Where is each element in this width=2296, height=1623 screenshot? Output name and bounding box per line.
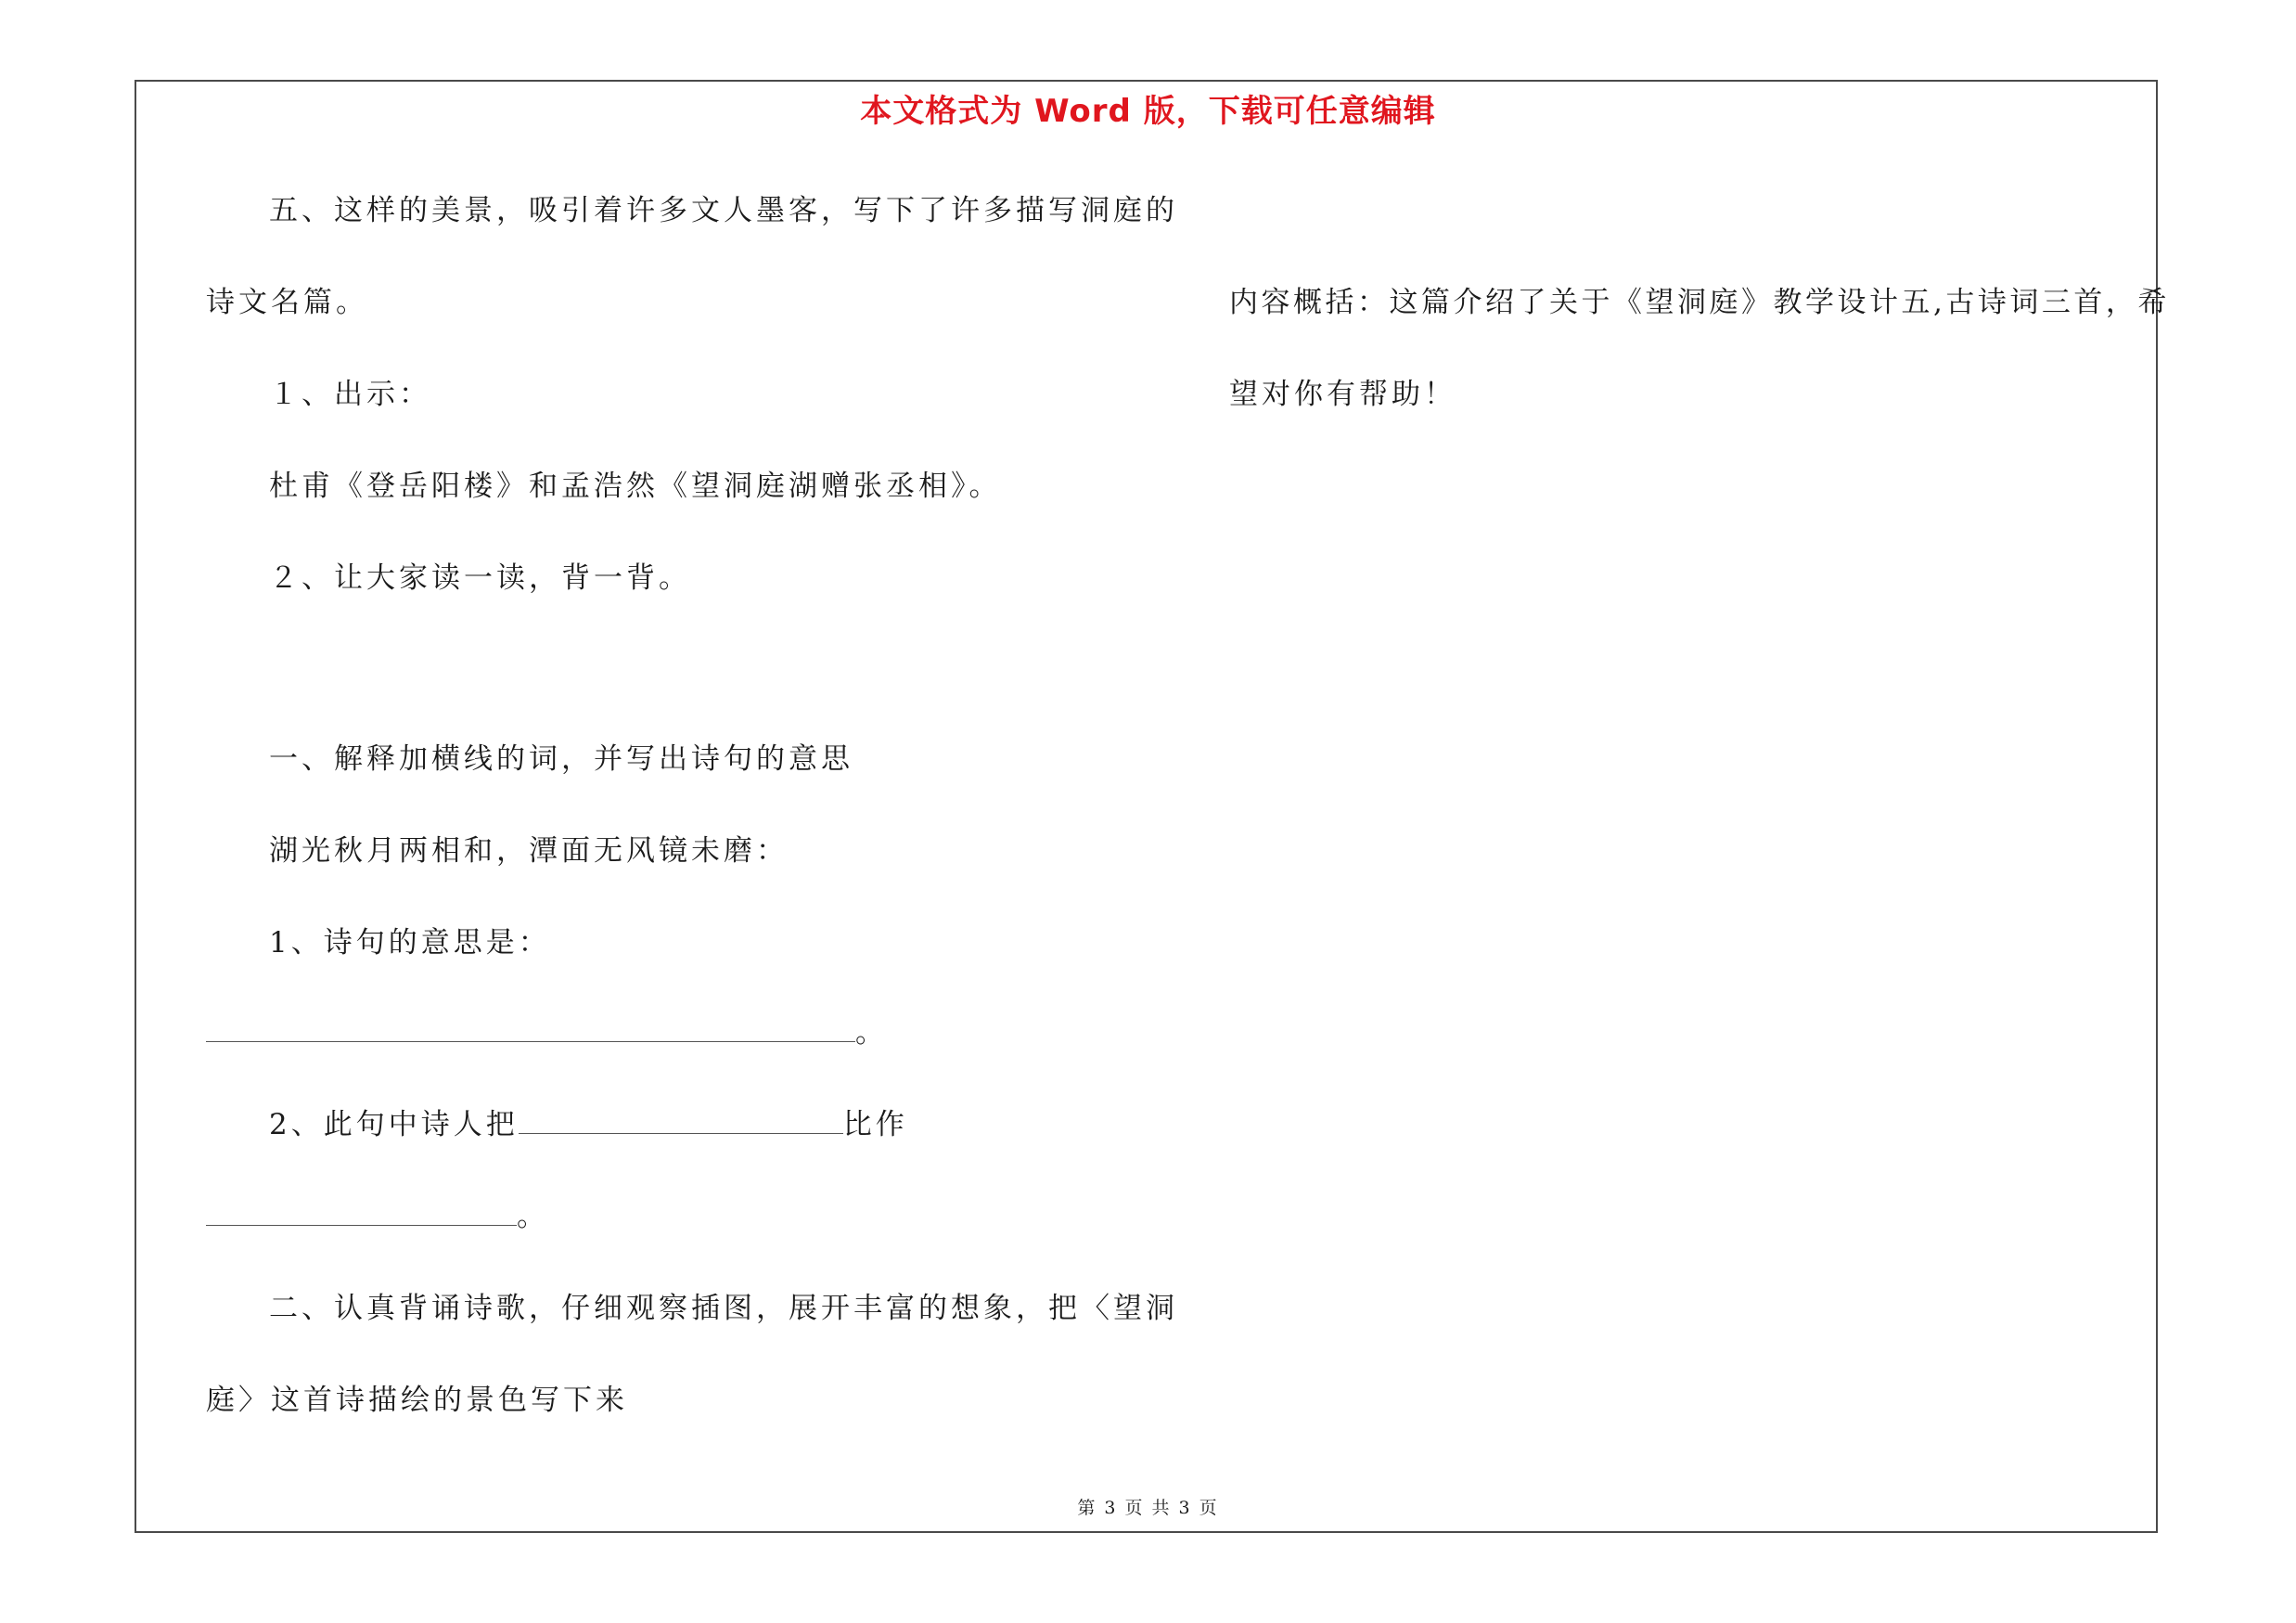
read-recite: ２、让大家读一读，背一背。: [269, 561, 691, 595]
question-1-item-1: 1、诗句的意思是：: [269, 926, 551, 960]
format-banner: 本文格式为 Word 版，下载可任意编辑: [860, 93, 1436, 130]
fill-blank[interactable]: [206, 1017, 855, 1042]
item-2-mid: 比作: [842, 1108, 908, 1141]
item-2-prefix: 2、此句中诗人把: [269, 1108, 519, 1141]
paragraph-5-line-2: 诗文名篇。: [206, 286, 368, 319]
end-mark: 。: [517, 1200, 549, 1233]
answer-line-1: [206, 1014, 888, 1051]
question-1-title: 一、解释加横线的词，并写出诗句的意思: [269, 742, 853, 776]
answer-line-2: [206, 1198, 549, 1235]
paragraph-5-line-1: 五、这样的美景，吸引着许多文人墨客，写下了许多描写洞庭的: [269, 194, 1178, 227]
end-mark: 。: [855, 1016, 888, 1050]
question-2-line-2: 庭〉这首诗描绘的景色写下来: [206, 1384, 628, 1417]
summary-line-2: 望对你有帮助！: [1229, 378, 1456, 411]
poem-titles: 杜甫《登岳阳楼》和孟浩然《望洞庭湖赠张丞相》。: [269, 470, 1002, 503]
show-item: １、出示：: [269, 378, 431, 411]
question-2-line-1: 二、认真背诵诗歌，仔细观察插图，展开丰富的想象，把〈望洞: [269, 1292, 1178, 1325]
fill-blank[interactable]: [206, 1201, 517, 1226]
fill-blank[interactable]: [519, 1109, 843, 1134]
question-1-poem: 湖光秋月两相和，潭面无风镜未磨：: [269, 834, 789, 868]
page-number: 第 3 页 共 3 页: [1077, 1498, 1219, 1518]
summary-line-1: 内容概括：这篇介绍了关于《望洞庭》教学设计五,古诗词三首，希: [1229, 286, 2170, 319]
question-1-item-2: [269, 1106, 908, 1143]
